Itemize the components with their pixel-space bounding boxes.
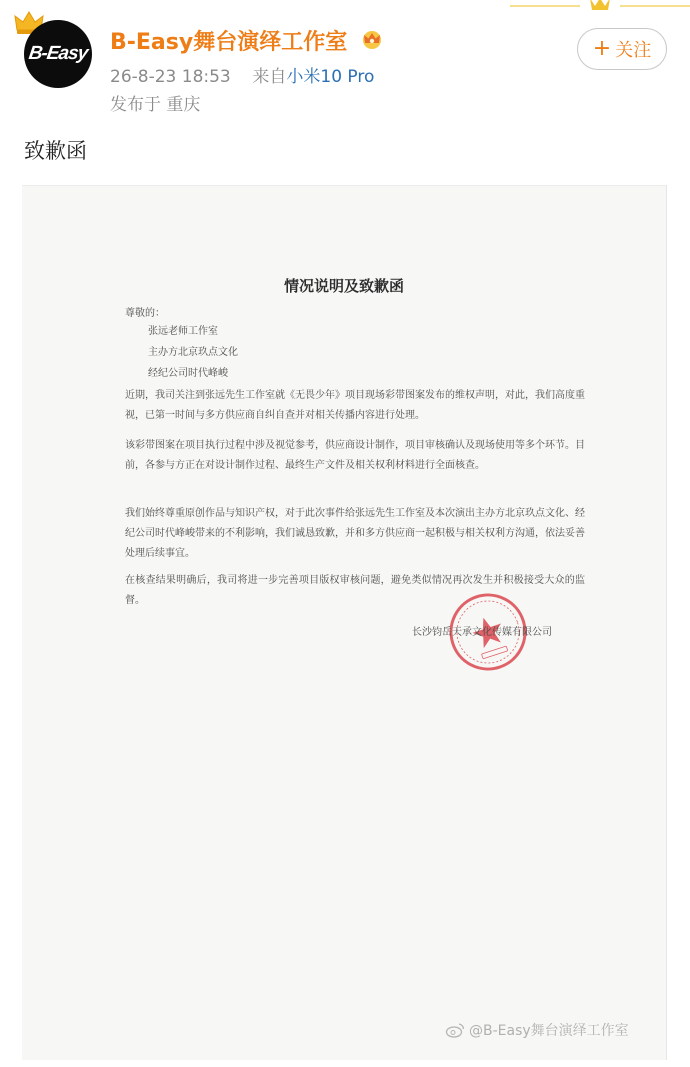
- letter-salutation: 尊敬的：: [125, 308, 165, 319]
- watermark: [445, 1020, 629, 1040]
- weibo-icon: [445, 1022, 465, 1038]
- recipient-line: 主办方北京玖点文化: [148, 347, 238, 358]
- letter-signature: 长沙钧岳天承文化传媒有限公司: [412, 627, 552, 638]
- post-text: 致歉函: [24, 139, 87, 163]
- user-name[interactable]: B-Easy舞台演绎工作室: [110, 30, 348, 55]
- letter-paragraph: 该彩带图案在项目执行过程中涉及视觉参考，供应商设计制作，项目审核确认及现场使用等多个环节。目前，各参与方正在对设计制作过程、最终生产文件及相关权利材料进行全面核查。: [125, 440, 585, 471]
- follow-button[interactable]: [577, 28, 667, 70]
- letter-recipients: [148, 321, 238, 384]
- post-location: 发布于 重庆: [110, 95, 201, 115]
- plus-icon: +: [592, 36, 612, 61]
- device-link[interactable]: 小米10 Pro: [286, 67, 375, 87]
- avatar[interactable]: [24, 20, 92, 88]
- follow-label: 关注: [615, 40, 652, 61]
- recipient-line: 经纪公司时代峰峻: [148, 368, 228, 379]
- recipient-line: 张远老师工作室: [148, 326, 218, 337]
- letter-paragraph: 在核查结果明确后，我司将进一步完善项目版权审核问题，避免类似情况再次发生并积极接受大众的监督。: [125, 575, 585, 606]
- letter-title: 情况说明及致歉函: [283, 277, 404, 295]
- avatar-container[interactable]: [14, 10, 94, 90]
- letter-paragraph: 我们始终尊重原创作品与知识产权，对于此次事件给张远先生工作室及本次演出主办方北京玖点文化、经纪公司时代峰峻带来的不利影响，我们诚恳致歉，并和多方供应商一起积极与相关权利方沟通，依法妥善处理后续事宜。: [125, 508, 585, 559]
- header-decoration: [510, 0, 690, 20]
- watermark-text: @B-Easy舞台演绎工作室: [469, 1023, 629, 1039]
- avatar-logo-text: B-Easy: [27, 43, 89, 64]
- post-time: 26-8-23 18:53: [110, 67, 231, 87]
- post-meta: [110, 62, 374, 87]
- letter-paragraph: 近期，我司关注到张远先生工作室就《无畏少年》项目现场彩带图案发布的维权声明，对此，我们高度重视，已第一时间与多方供应商自纠自查并对相关传播内容进行处理。: [125, 390, 585, 421]
- vip-crown-icon[interactable]: [360, 28, 384, 50]
- post-image[interactable]: [22, 185, 667, 1060]
- source-prefix: 来自: [252, 67, 287, 87]
